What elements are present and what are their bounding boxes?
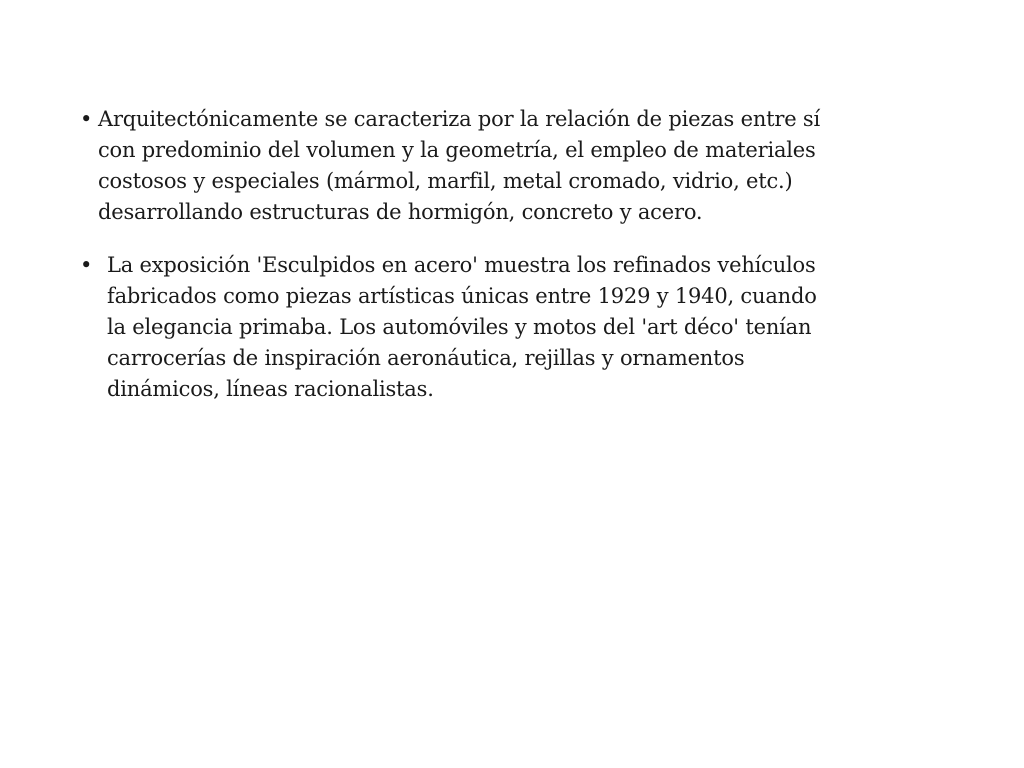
bullet-item-architecture xyxy=(76,104,946,228)
bullet-list xyxy=(76,104,946,405)
bullet-text-line: Arquitectónicamente se caracteriza por la relación de piezas entre sí xyxy=(98,107,821,131)
bullet-text-line: la elegancia primaba. Los automóviles y motos del 'art déco' tenían xyxy=(107,315,812,339)
bullet-text-line: con predominio del volumen y la geometría, el empleo de materiales xyxy=(98,138,816,162)
bullet-text-line: La exposición 'Esculpidos en acero' muestra los refinados vehículos xyxy=(107,253,816,277)
bullet-text-line: fabricados como piezas artísticas únicas entre 1929 y 1940, cuando xyxy=(107,284,817,308)
bullet-text-line: desarrollando estructuras de hormigón, concreto y acero. xyxy=(98,200,703,224)
bullet-text-line: dinámicos, líneas racionalistas. xyxy=(107,377,434,401)
bullet-text-line: carrocerías de inspiración aeronáutica, rejillas y ornamentos xyxy=(107,346,745,370)
bullet-marker: • xyxy=(80,253,93,277)
bullet-item-exhibition xyxy=(76,250,946,405)
bullet-text-line: costosos y especiales (mármol, marfil, metal cromado, vidrio, etc.) xyxy=(98,169,793,193)
bullet-marker: • xyxy=(80,107,93,131)
